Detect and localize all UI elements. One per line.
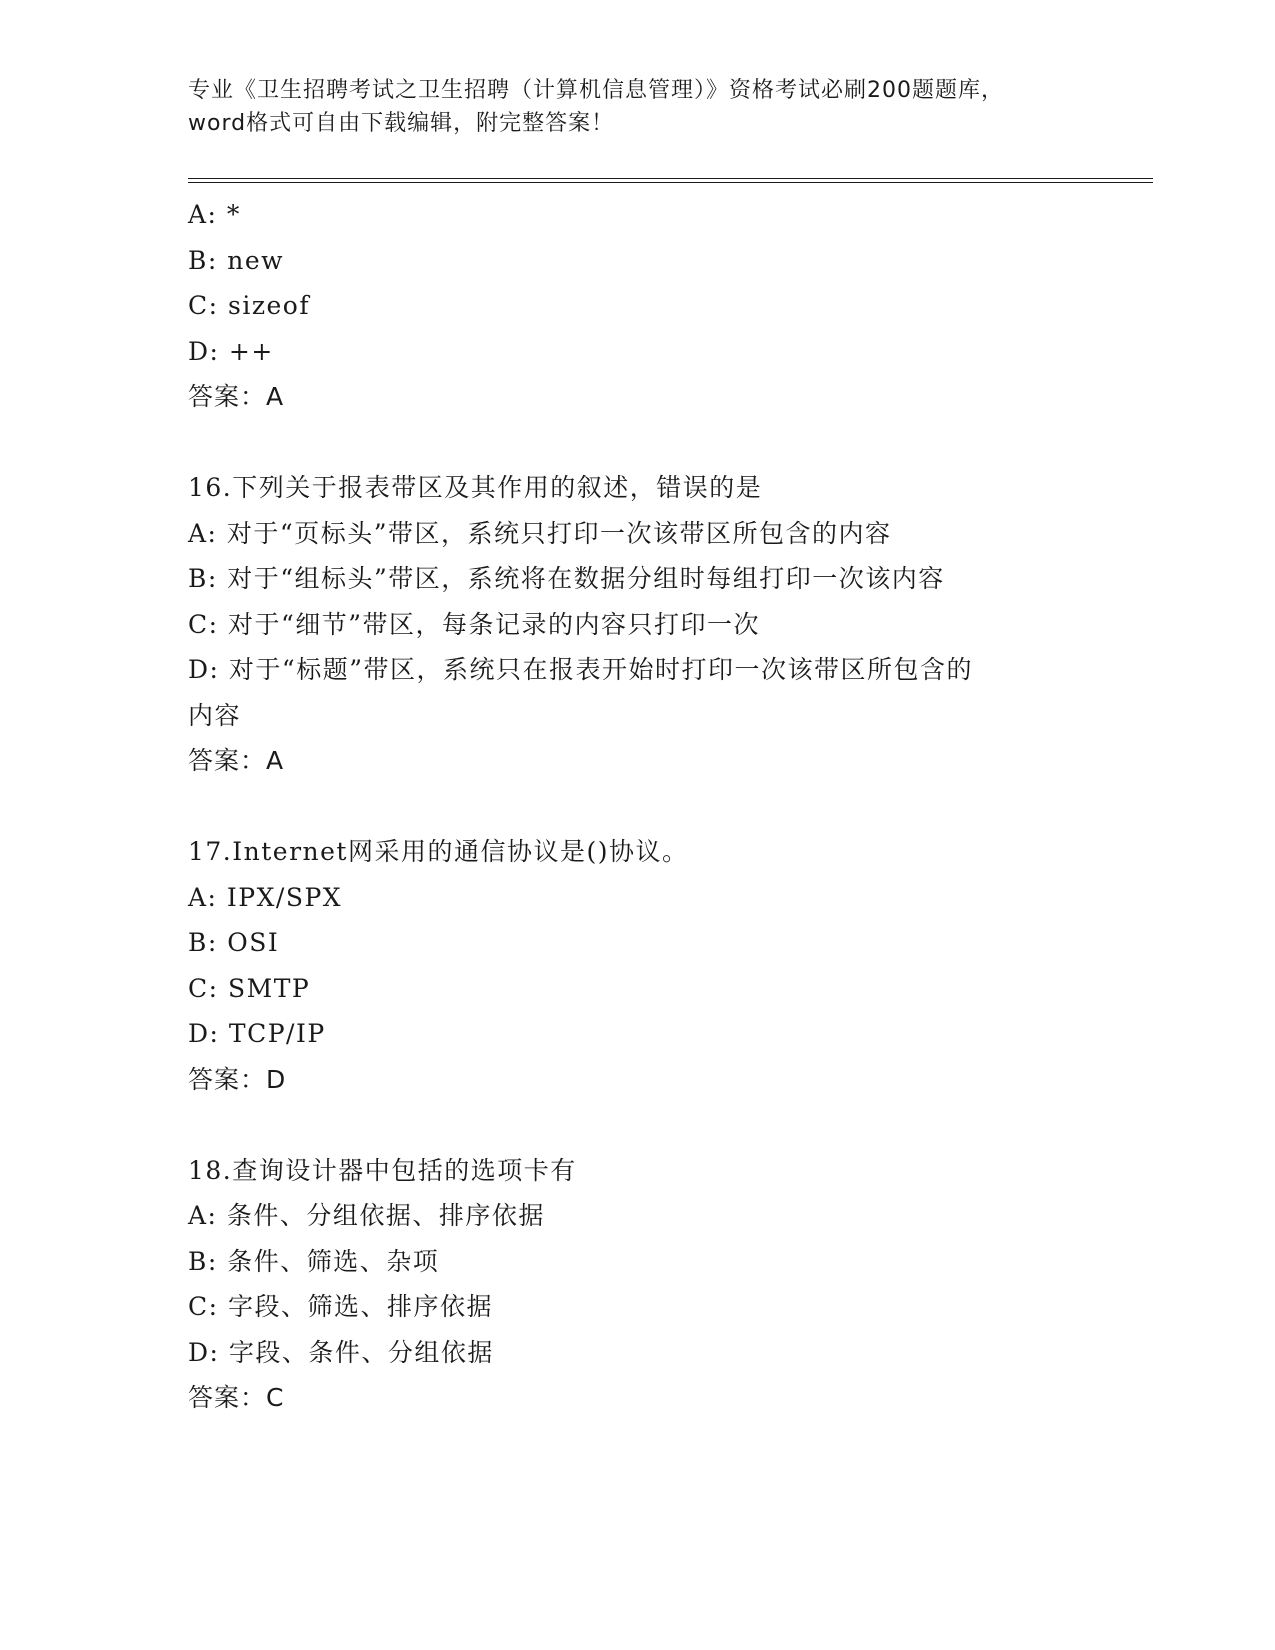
question-17 [188,829,1088,1102]
option-a: A: 对于“页标头”带区，系统只打印一次该带区所包含的内容 [188,518,892,548]
spacer [188,1102,1088,1148]
option-c: C: sizeof [188,291,311,320]
option-a: A: * [188,200,241,229]
option-d: D: TCP/IP [188,1019,326,1048]
option-b: B: 对于“组标头”带区，系统将在数据分组时每组打印一次该内容 [188,564,945,593]
question-18 [188,1148,1088,1421]
header-title-line-2: word格式可自由下载编辑，附完整答案！ [188,111,615,136]
header-divider-top [188,178,1153,179]
answer: 答案：A [188,746,285,775]
header-title-line-1: 专业《卫生招聘考试之卫生招聘（计算机信息管理）》资格考试必刷200题题库， [188,78,1004,103]
question-text: 16.下列关于报表带区及其作用的叙述，错误的是 [188,473,763,502]
question-16 [188,465,1088,784]
question-text: 17.Internet网采用的通信协议是()协议。 [188,837,689,866]
option-d: D: 对于“标题”带区，系统只在报表开始时打印一次该带区所包含的 [188,655,973,684]
option-b: B: 条件、筛选、杂项 [188,1246,440,1276]
answer: 答案：A [188,382,285,411]
question-text: 18.查询设计器中包括的选项卡有 [188,1155,577,1185]
option-c: C: SMTP [188,973,311,1003]
spacer [188,784,1088,830]
header-divider-bottom [188,182,1153,183]
answer: 答案：C [188,1383,285,1412]
option-c: C: 对于“细节”带区，每条记录的内容只打印一次 [188,609,761,639]
option-d-continuation: 内容 [188,700,242,730]
option-b: B: OSI [188,928,280,957]
question-15 [188,192,1088,420]
option-b: B: new [188,245,285,275]
option-d: D: 字段、条件、分组依据 [188,1337,494,1367]
option-a: A: 条件、分组依据、排序依据 [188,1201,545,1230]
answer: 答案：D [188,1064,287,1094]
spacer [188,420,1088,466]
option-a: A: IPX/SPX [188,882,343,912]
document-header [188,74,1088,140]
option-c: C: 字段、筛选、排序依据 [188,1292,493,1321]
question-list [188,192,1088,1421]
option-d: D: ++ [188,336,274,366]
